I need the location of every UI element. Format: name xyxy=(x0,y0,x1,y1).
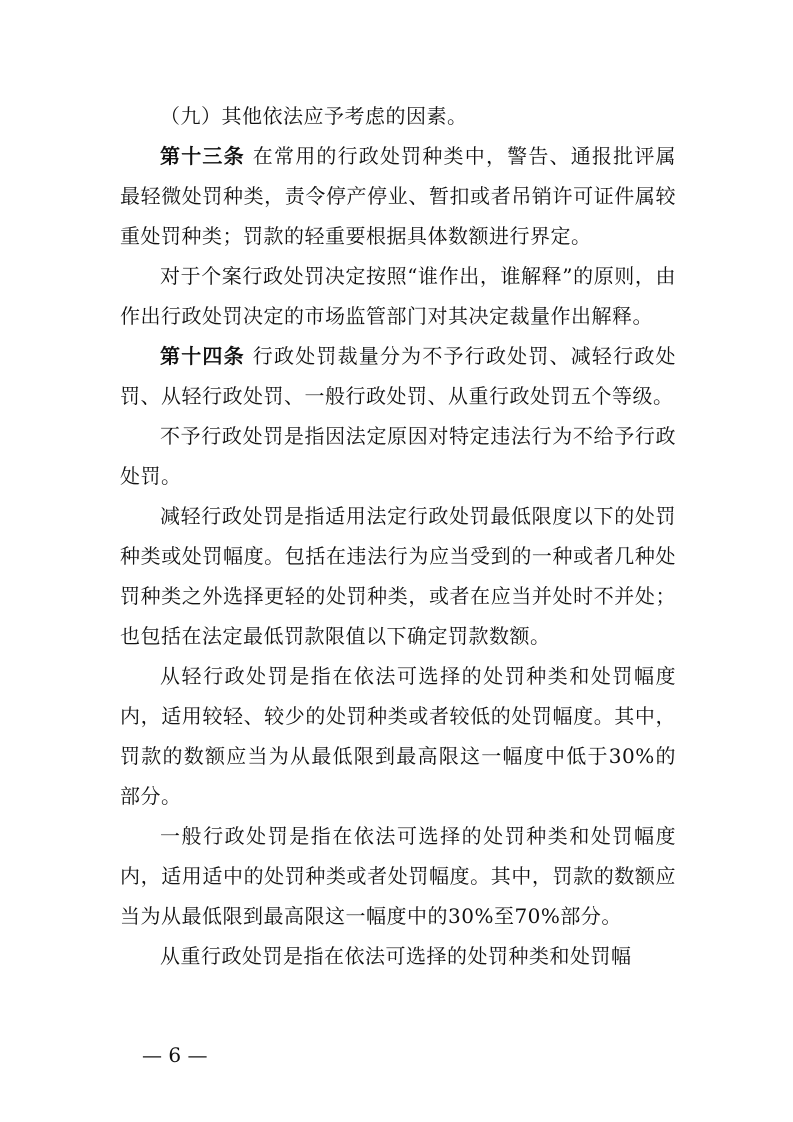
paragraph-6 xyxy=(120,496,676,656)
page-number: — 6 — xyxy=(142,1043,208,1067)
paragraph-text: （九）其他依法应予考虑的因素。 xyxy=(160,104,468,128)
paragraph-article-13 xyxy=(120,136,676,256)
paragraph-3 xyxy=(120,256,676,336)
paragraph-text: 减轻行政处罚是指适用法定行政处罚最低限度以下的处罚种类或处罚幅度。包括在违法行为应当受到的一种或者几种处罚种类之外选择更轻的处罚种类，或者在应当并处时不并处；也包括在法定最低罚款限值以下确定罚款数额。 xyxy=(120,504,676,648)
paragraph-text: 对于个案行政处罚决定按照“谁作出，谁解释”的原则，由作出行政处罚决定的市场监管部门对其决定裁量作出解释。 xyxy=(120,264,676,328)
paragraph-1 xyxy=(120,96,676,136)
paragraph-text: 行政处罚裁量分为不予行政处罚、减轻行政处罚、从轻行政处罚、一般行政处罚、从重行政处罚五个等级。 xyxy=(120,344,677,408)
article-heading: 第十四条 xyxy=(160,344,245,368)
paragraph-text: 一般行政处罚是指在依法可选择的处罚种类和处罚幅度内，适用适中的处罚种类或者处罚幅度。其中，罚款的数额应当为从最低限到最高限这一幅度中的30%至70%部分。 xyxy=(120,824,676,928)
paragraph-text: 从重行政处罚是指在依法可选择的处罚种类和处罚幅 xyxy=(160,944,632,968)
paragraph-9 xyxy=(120,936,676,976)
document-body xyxy=(120,96,676,976)
paragraph-article-14 xyxy=(120,336,676,416)
paragraph-text: 从轻行政处罚是指在依法可选择的处罚种类和处罚幅度内，适用较轻、较少的处罚种类或者较低的处罚幅度。其中，罚款的数额应当为从最低限到最高限这一幅度中低于30%的部分。 xyxy=(120,664,676,808)
paragraph-8 xyxy=(120,816,676,936)
paragraph-text: 不予行政处罚是指因法定原因对特定违法行为不给予行政处罚。 xyxy=(120,424,676,488)
article-heading: 第十三条 xyxy=(160,144,245,168)
paragraph-7 xyxy=(120,656,676,816)
paragraph-text: 在常用的行政处罚种类中，警告、通报批评属最轻微处罚种类，责令停产停业、暂扣或者吊销许可证件属较重处罚种类；罚款的轻重要根据具体数额进行界定。 xyxy=(120,144,677,248)
paragraph-5 xyxy=(120,416,676,496)
